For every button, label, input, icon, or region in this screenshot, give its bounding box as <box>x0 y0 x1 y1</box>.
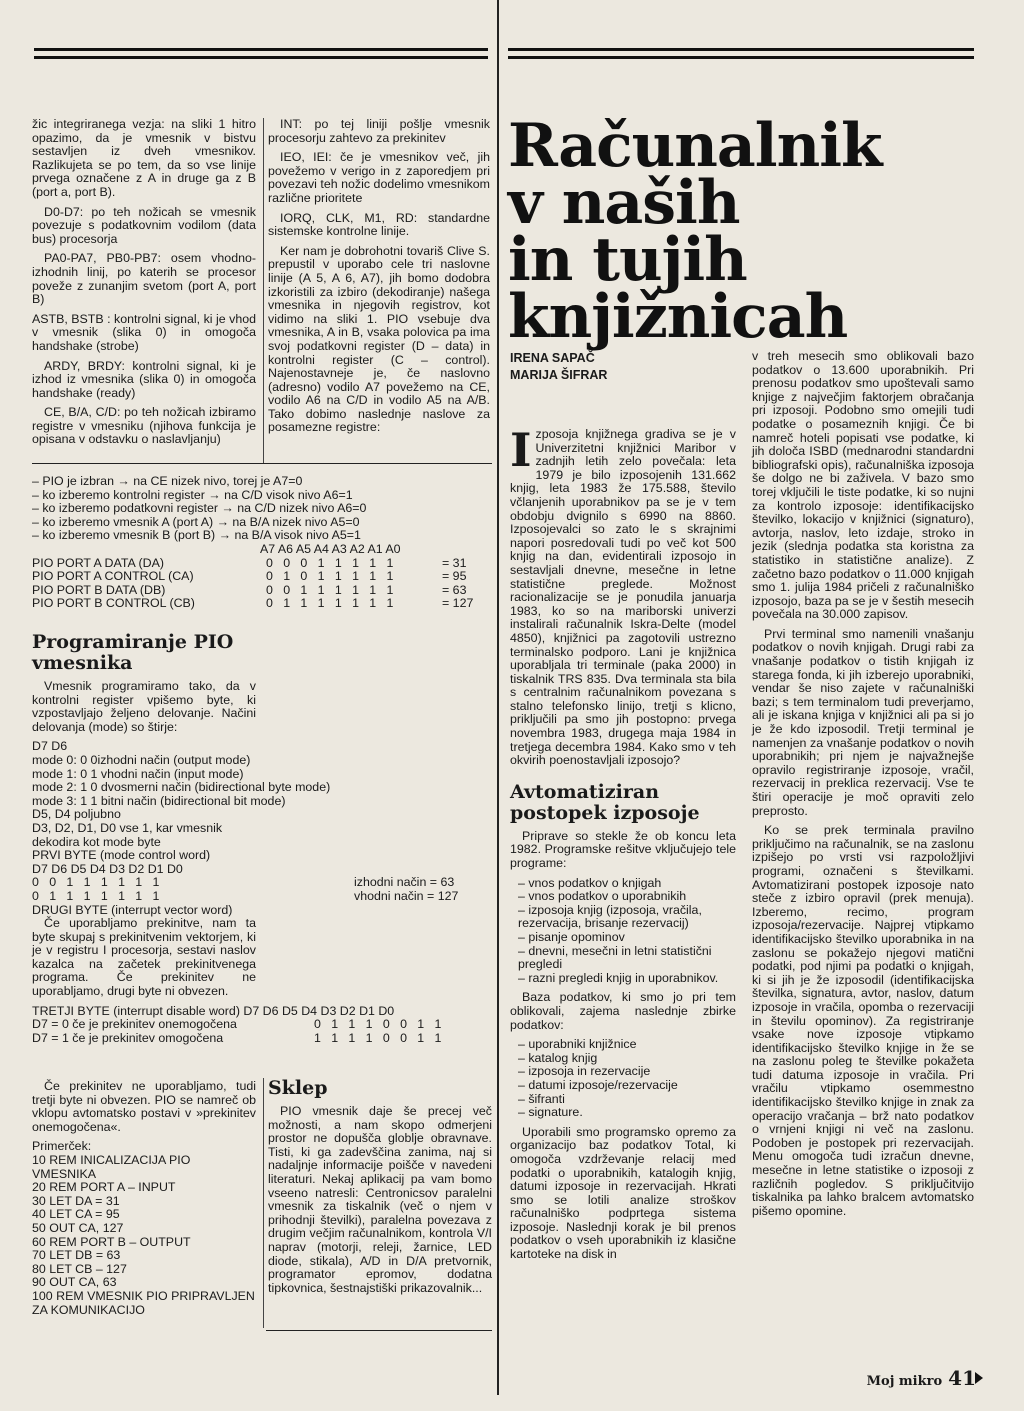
list-item: – pisanje opominov <box>518 931 736 945</box>
top-rule-right-2 <box>508 56 974 59</box>
code-line: D7 D6 <box>32 739 68 754</box>
table-row: PIO PORT B DATA (DB) 0 0 1 1 1 1 1 1 = 63 <box>32 582 467 597</box>
list-item: – ko izberemo kontrolni register → na C/D visok nivo A6=1 <box>32 487 353 502</box>
intro-middle-column <box>268 118 490 441</box>
list-item: – vnos podatkov o uporabnikih <box>518 890 736 904</box>
code-line: D7 D6 D5 D4 D3 D2 D1 D0 <box>32 861 183 876</box>
text-para: Izposoja knjižnega gradiva se je v Univerzitetni knjižnici Maribor v zadnjih letih zelo povečala: leta 1979 je bilo izposojenih 131.662 knjig, leta 1983 že 175.588, število včlanjenih uporabnikov pa se je v tem obdobju dvignilo s 6990 na 8860. Izposojevalci so zato le s skrajnimi napori posredovali tudi po več kot 500 knjig na dan, evidentirali izposojo in sestavljali dnevne, mesečne in letne statistične preglede. Možnost racionalizacije se je ponudila januarja 1983, ko so na mariborski univerzi instalirali računalnik Iskra-Delte (model 4850), knjižnici pa zagotovili ustrezno terminalsko podporo. Lani je knjižnica uporabljala tri terminale (paka 2000) in tiskalnik TRS 835. Dva terminala sta bila s centralnim računalnikom povezana s stalno telefonsko linijo, tretji s klicno, priključili pa smo jih postopno: prvega novembra 1983, drugega maja 1984 in tretjega decembra 1984. Kako smo v teh okvirih poenostavljali izposojo? <box>510 423 736 768</box>
code-line: DRUGI BYTE (interrupt vector word) <box>32 902 233 917</box>
code-line: 50 OUT CA, 127 <box>32 1220 124 1235</box>
author-name: MARIJA ŠIFRAR <box>510 368 608 382</box>
authors <box>510 350 607 384</box>
text-para: Ker nam je dobrohotni tovariš Clive S. prepustil v uporabo cele tri naslovne linije (A 5, A 6, A7), jih bomo dodobra izkoristili za izbiro (dekodiranje) našega vmesnika in njegovih registrov, kot vidimo na sliki 1. PIO vsebuje dva vmesnika, A in B, vsaka polovica pa ima svoj podatkovni register (D – data) in kontrolni register (C – control). Najenostavneje je, če naslovno (adresno) vodilo A7 povežemo na CE, vodilo A6 na C/D in vodilo A5 na A/B. Tako dobimo naslednje naslove za posamezne registre: <box>268 243 490 435</box>
code-line: 30 LET DA = 31 <box>32 1193 120 1208</box>
continue-arrow-icon <box>975 1372 983 1384</box>
article-column-1 <box>510 423 736 1268</box>
list-item: – dnevni, mesečni in letni statistični pregledi <box>518 945 736 972</box>
table-row: 0 0 1 1 1 1 1 1 izhodni način = 63 <box>32 875 455 890</box>
code-line: 40 LET CA = 95 <box>32 1207 120 1222</box>
text-para: žic integriranega vezja: na sliki 1 hitro opazimo, da je vmesnik v bistvu sestavljen iz dveh vmesnikov. Razlikujeta se po tem, da so vse linije prvega označene z A in druge ga z B (port a, port B). <box>32 117 256 199</box>
author-name: IRENA SAPAČ <box>510 351 595 365</box>
code-line: 80 LET CB – 127 <box>32 1261 127 1276</box>
magazine-name: Moj mikro <box>866 1374 943 1389</box>
lower-col-divider <box>263 1078 264 1328</box>
list-item: – uporabniki knjižnice <box>518 1038 736 1052</box>
text-para: PIO vmesnik daje še precej več možnosti, a nam skopo odmerjeni prostor ne dopušča globlje obravnave. Tisti, ki ga zadevščina zanima, naj si nadaljnje informacije poišče v navedeni literaturi. Nekaj aplikacij pa vam bomo vseeno natresli: Centronicsov paralelni vmesnik za tiskalnik (več o njem v prihodnji številki), paralelna povezava z drugim večjim računalnikom, kontrola V/I naprav (motorji, releji, žarnice, LED diode, stikala), A/D in D/A pretvornik, programator epromov, dodatna tipkovnica, šestnajstiški prikazovalnik... <box>268 1104 492 1295</box>
table-row: D7 = 1 če je prekinitev omogočena 1 1 1 1 0 0 1 1 <box>32 1030 442 1045</box>
table-row: PIO PORT B CONTROL (CB) 0 1 1 1 1 1 1 1 = 127 <box>32 596 474 611</box>
section-heading: Avtomatiziran postopek izposoje <box>510 780 700 824</box>
code-line: mode 3: 1 1 bitni način (bidirectional bit mode) <box>32 793 286 808</box>
list-item: – katalog knjig <box>518 1052 736 1066</box>
text-para: INT: po tej liniji pošlje vmesnik procesorju zahtevo za prekinitev <box>268 117 490 145</box>
text-para: ARDY, BRDY: kontrolni signal, ki je izhod iz vmesnika (slika 0) in omogoča handshake (ready) <box>32 358 256 400</box>
code-line: mode 2: 1 0 dvosmerni način (bidirectional byte mode) <box>32 780 331 795</box>
table-row: D7 = 0 če je prekinitev onemogočena 0 1 1 1 0 0 1 1 <box>32 1017 442 1032</box>
database-list <box>510 1038 736 1120</box>
code-line: mode 1: 0 1 vhodni način (input mode) <box>32 766 244 781</box>
code-line: TRETJI BYTE (interrupt disable word) D7 D6 D5 D4 D3 D2 D1 D0 <box>32 1003 395 1018</box>
text-para: CE, B/A, C/D: po teh nožicah izbiramo registre v vmesniku (njihova funkcija je opisana v odstavku o naslavljanju) <box>32 405 256 447</box>
top-rule-left-2 <box>34 56 488 59</box>
list-item: – ko izberemo vmesnik A (port A) → na B/A nizek nivo A5=0 <box>32 514 360 529</box>
example-title: Primerček: <box>32 1139 92 1154</box>
text-para: Ko se prek terminala pravilno priključimo na računalnik, se na zaslonu izpišejo po vrsti vsi razpoložljivi programi, označeni s številkami. Avtomatizirani postopek izposoje nato steče z izbiro opravil (prek menuja). Izberemo, recimo, program izposoja/rezervacije. Najprej vtipkamo identifikacijsko številko uporabnika in na zaslonu se pokažejo njegovi matični podatki, pod njimi pa podatki o knjigah, ki si jih je že izposodil (identifikacijska številka, signatura, avtor, naslov, datum izposoje in vračila, opomba o rezervaciji in številu opominov). Za registriranje vsake nove izposoje vtipkamo identifikacijsko številko knjige in že se na zaslonu poleg te številke pokažeta tudi datuma izposoje in vračila. Pri vračilu vtipkamo osemmestno identifikacijsko številko knjige in znak za operacijo vračanja – brž nato podatkov o vrnjeni knjigi ni več na zaslonu. Podoben je postopek pri rezervacijah. Menu omogoča tudi izračun dnevne, mesečne in letne statistike o izposoji z različnih pogledov. S priključitvijo tiskalnika pa lahko bralcem avtomatsko pišemo opomine. <box>752 823 974 1218</box>
code-line: 10 REM INICALIZACIJA PIO VMESNIKA <box>32 1152 191 1181</box>
drop-cap: I <box>510 423 532 477</box>
example-column <box>32 1080 256 1317</box>
page-number: 41 <box>948 1366 976 1390</box>
header-divider <box>32 463 492 464</box>
middle-col-divider <box>263 118 264 463</box>
code-line: 20 REM PORT A – INPUT <box>32 1180 176 1195</box>
addr-header: A7 A6 A5 A4 A3 A2 A1 A0 <box>260 541 401 556</box>
list-item: – vnos podatkov o knjigah <box>518 877 736 891</box>
code-line: D5, D4 poljubno <box>32 807 121 822</box>
text-para: v treh mesecih smo oblikovali bazo podatkov o 13.600 uporabnikih. Pri prenosu podatkov smo upoštevali samo knjige z največjim faktorjem obračanja pri izposoji. Podobno smo omejili tudi podatke o posameznih knjigi. Če bi namreč hoteli popisati vse podatke, ki jih določa ISBD (mednarodni standardni bibliografski opis), računalniška izposoja še dolgo ne bi zaživela. V bazo smo torej vključili le tiste podatke, ki so nujni za kontrolo izposoje: identifikacijsko številko, lokacijo v knjižnici (signaturo), avtorja, naslov, leto izdaje, stroko in jezik (slednja podatka sta koristna za statistiko in statistične analize). Z začetno bazo podatkov o 11.000 knjigah smo 1. julija 1984 pričeli z računalniško izposojo, baza pa se je v šestih mesecih povečala na 30.000 zapisov. <box>752 349 974 622</box>
table-row: PIO PORT A CONTROL (CA) 0 1 0 1 1 1 1 1 = 95 <box>32 569 467 584</box>
text-para: Če uporabljamo prekinitve, nam ta byte skupaj s prekinitvenim vektorjem, ki je v registru I procesorja, sestavi naslov kazalca na začetek prekinitvenega programa. Če prekinitev ne uporabljamo, drugi byte ni obvezen. <box>32 916 256 999</box>
list-item: – šifranti <box>518 1093 736 1107</box>
text-para: Prvi terminal smo namenili vnašanju podatkov o novih knjigah. Drugi rabi za vnašanje podatkov o tistih knjigah iz starega fonda, ki jih izberejo uporabniki, vendar še niso zajete v računalniški bazi; s tem terminalom tudi preverjamo, ali je iskana knjiga v knjižnici ali pa si jo je že kdo izposodil. Tretji terminal je namenjen za vnašanje podatkov o novih uporabnikih; pri njem je najvažnejše opravilo registriranje izposoje, vračil, rezervacij in preklica rezervacij. Vse te štiri operacije je moč opraviti zelo preprosto. <box>752 626 974 818</box>
register-selection <box>32 475 492 611</box>
article-title: Računalnik v naših in tujih knjižnicah <box>508 111 882 352</box>
sklep-bottom-rule <box>266 1330 492 1331</box>
text-para: Če prekinitev ne uporabljamo, tudi tretji byte ni obvezen. PIO se namreč ob vklopu avtomatsko postavi v »prekinitev onemogočena«. <box>32 1079 256 1134</box>
list-item: – razni pregledi knjig in uporabnikov. <box>518 972 736 986</box>
list-item: – izposoja in rezervacije <box>518 1065 736 1079</box>
code-line: D3, D2, D1, D0 vse 1, kar vmesnik dekodira kot mode byte <box>32 820 223 849</box>
section-heading: Programiranje PIO vmesnika <box>32 631 234 674</box>
text-para: Priprave so stekle že ob koncu leta 1982. Programske rešitve vključujejo tele programe: <box>510 828 736 871</box>
text-para: PA0-PA7, PB0-PB7: osem vhodno-izhodnih linij, po katerih se procesor poveže z zunanjim svetom (port A, port B) <box>32 251 256 307</box>
section-heading: Sklep <box>268 1077 328 1099</box>
code-line: 100 REM VMESNIK PIO PRIPRAVLJEN ZA KOMUNIKACIJO <box>32 1288 255 1317</box>
page-footer <box>867 1366 976 1390</box>
table-row: 0 1 1 1 1 1 1 1 vhodni način = 127 <box>32 888 459 903</box>
list-item: – ko izberemo podatkovni register → na C/D nizek nivo A6=0 <box>32 501 367 516</box>
programming-section <box>32 626 492 1051</box>
top-rule-left <box>34 48 488 51</box>
text-para: Vmesnik programiramo tako, da v kontrolni register vpišemo byte, ki vzpostavljajo željeno delovanje. Načini delovanja (mode) so štirje: <box>32 679 256 734</box>
program-list <box>510 877 736 986</box>
intro-left-column <box>32 118 256 453</box>
code-line: 60 REM PORT B – OUTPUT <box>32 1234 191 1249</box>
code-line: 90 OUT CA, 63 <box>32 1275 117 1290</box>
conclusion-column <box>268 1078 492 1301</box>
column-divider <box>497 0 499 1395</box>
list-item: – ko izberemo vmesnik B (port B) → na B/A visok nivo A5=1 <box>32 528 361 543</box>
text-para: Baza podatkov, ki smo jo pri tem oblikovali, zajema naslednje zbirke podatkov: <box>510 990 736 1032</box>
article-column-2 <box>752 350 974 1224</box>
top-rule-right <box>508 48 974 51</box>
code-line: 70 LET DB = 63 <box>32 1248 121 1263</box>
code-line: mode 0: 0 0izhodni način (output mode) <box>32 752 251 767</box>
text-para: Uporabili smo programsko opremo za organizacijo baz podatkov Total, ki omogoča vzdrževanje relacij med podatki o uporabnikih, katalogih knjig, datumi izposoje in rezervacijah. Hkrati smo se lotili analize stroškov računalniško podprtega sistema izposoje. Naslednji korak je bil prenos podatkov o vseh uporabnikih iz klasične kartoteke na disk in <box>510 1124 736 1262</box>
list-item: – PIO je izbran → na CE nizek nivo, torej je A7=0 <box>32 474 303 488</box>
list-item: – signature. <box>518 1106 736 1120</box>
text-para: IORQ, CLK, M1, RD: standardne sistemske kontrolne linije. <box>268 210 490 239</box>
list-item: – izposoja knjig (izposoja, vračila, rezervacija, brisanje rezervacij) <box>518 904 736 931</box>
text-para: ASTB, BSTB : kontrolni signal, ki je vhod v vmesnik (slika 0) in omogoča handshake (strobe) <box>32 311 256 353</box>
code-line: PRVI BYTE (mode control word) <box>32 848 211 863</box>
text-para: D0-D7: po teh nožicah se vmesnik povezuje s podatkovnim vodilom (data bus) procesorja <box>32 204 256 246</box>
list-item: – datumi izposoje/rezervacije <box>518 1079 736 1093</box>
table-row: PIO PORT A DATA (DA) 0 0 0 1 1 1 1 1 = 31 <box>32 555 467 570</box>
text-para: IEO, IEI: če je vmesnikov več, jih povežemo v verigo in z zaporedjem pri povezavi teh nožic dodelimo vmesnikom različne prioritete <box>268 150 490 205</box>
